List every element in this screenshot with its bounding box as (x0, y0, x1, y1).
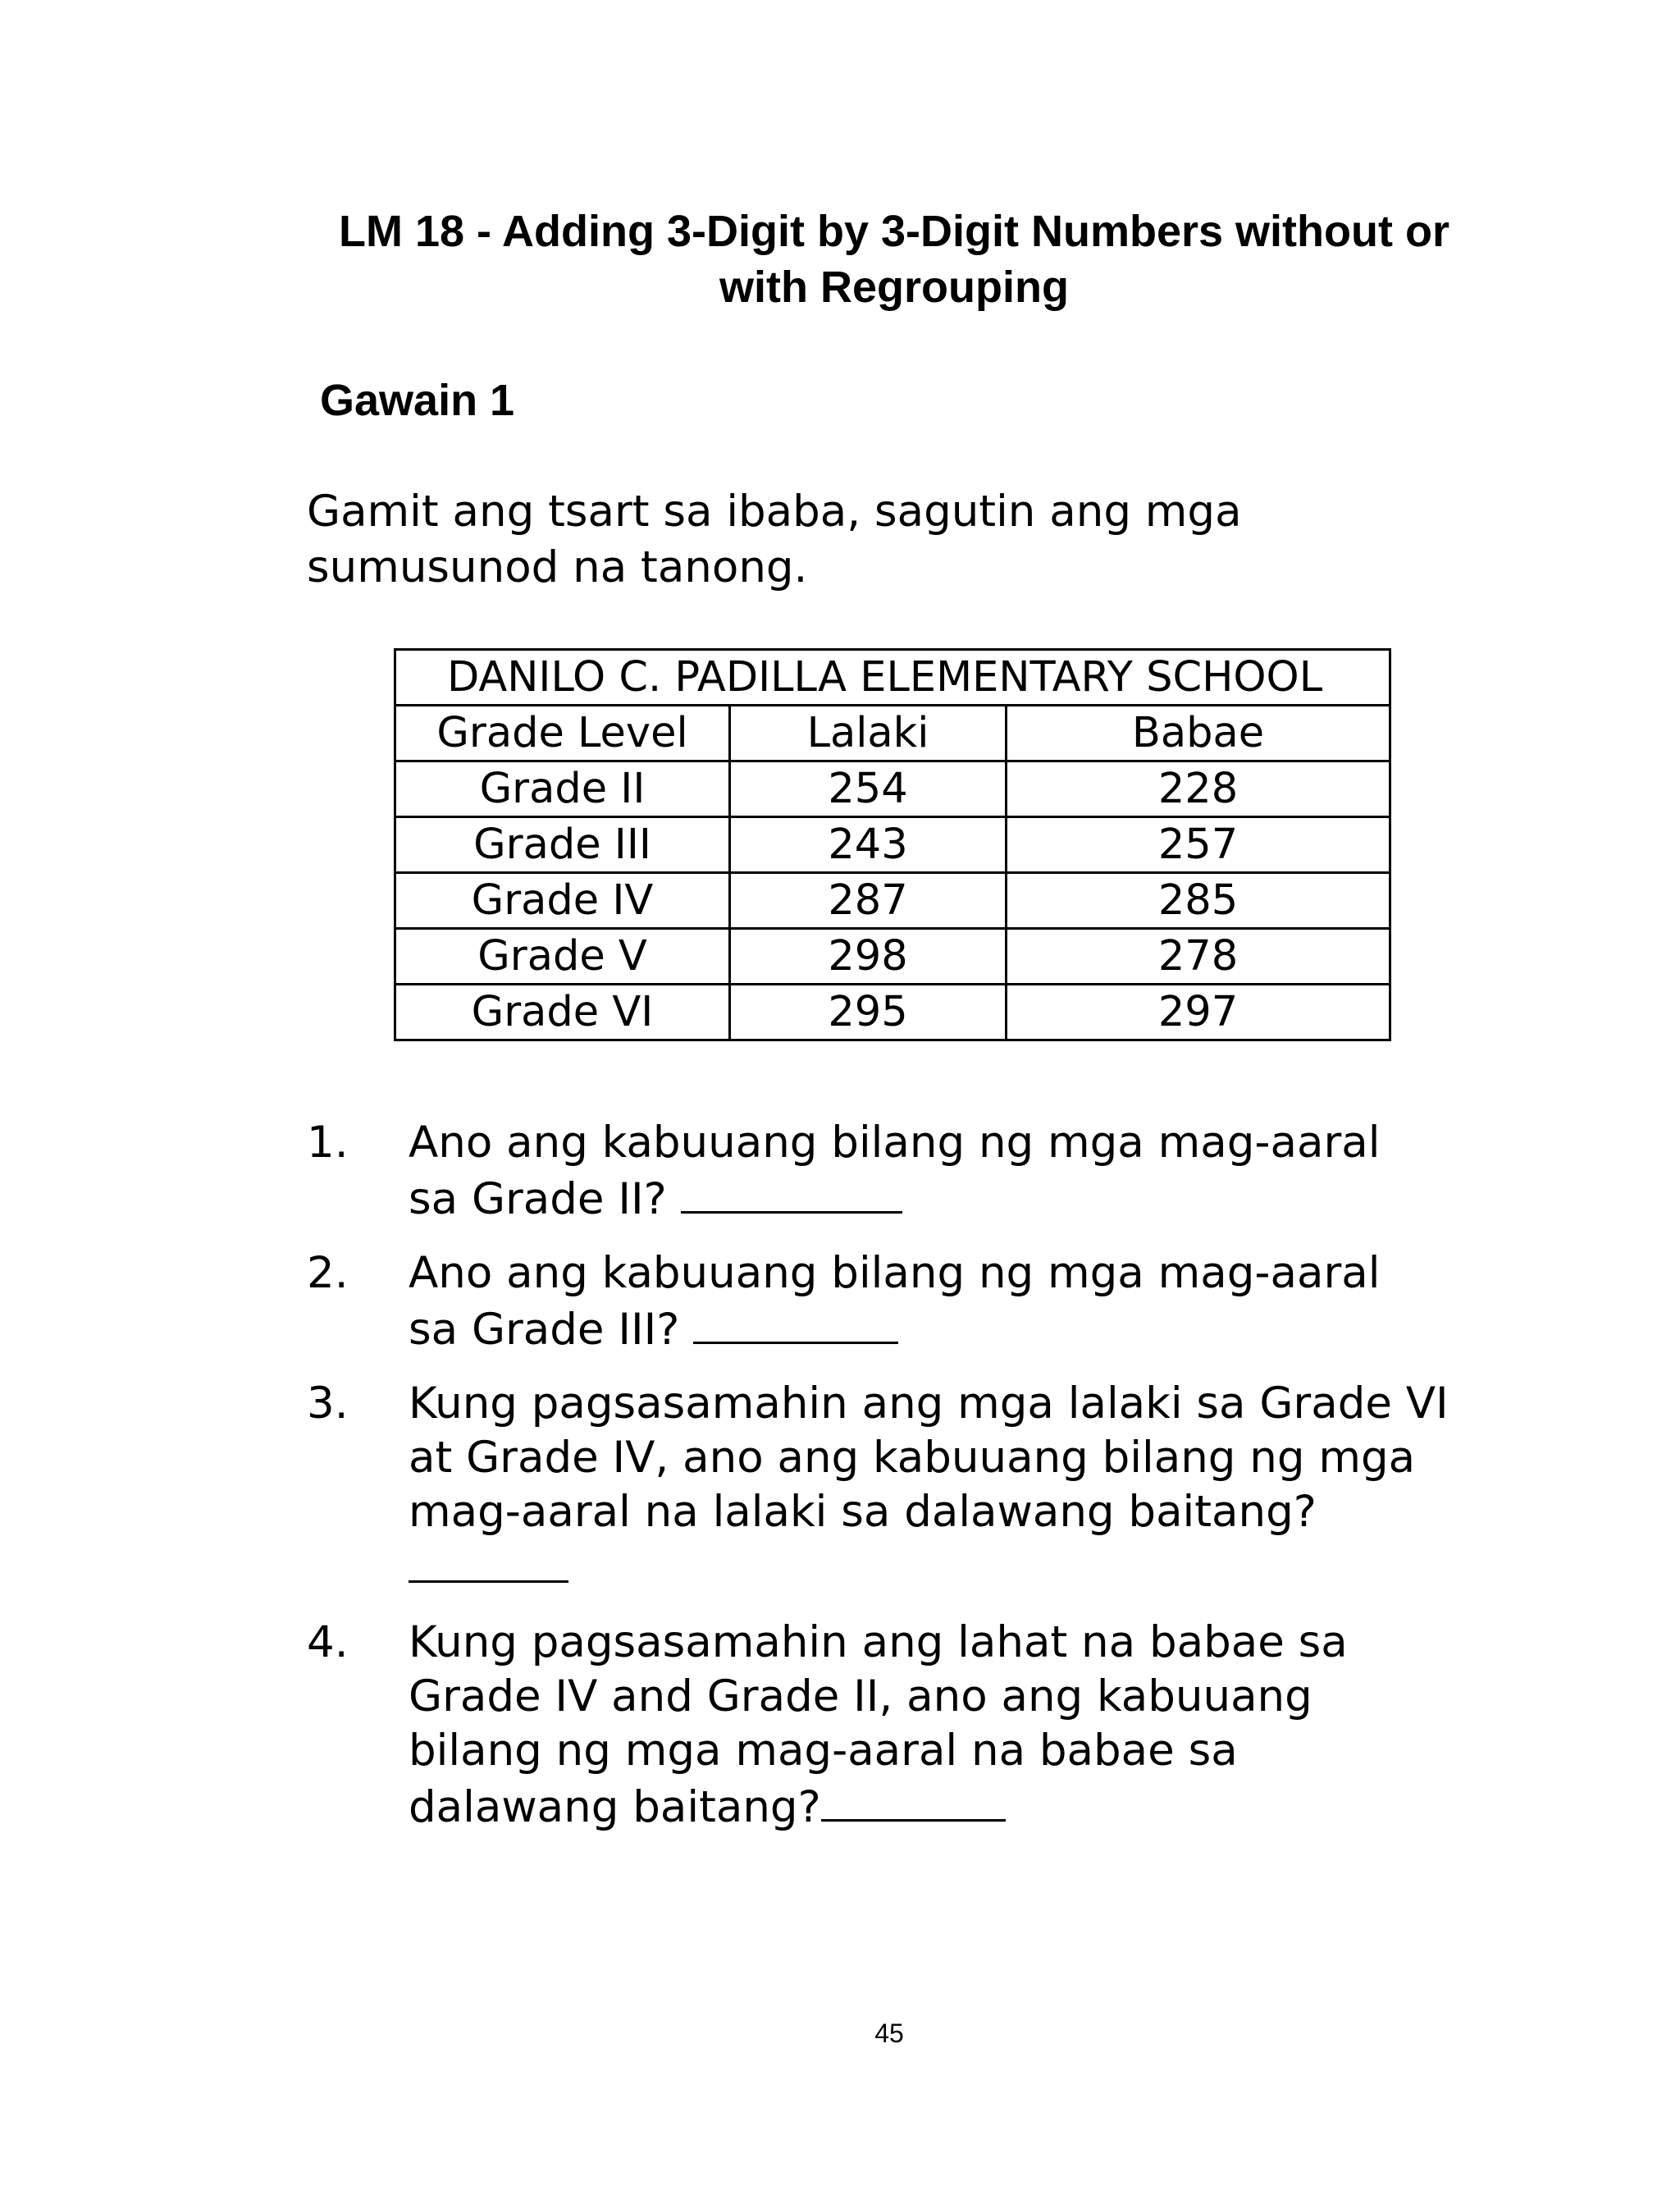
question-line: sa Grade II? (409, 1174, 681, 1224)
question-line-with-blank (409, 1301, 1496, 1357)
table-row (395, 761, 1390, 817)
question-line: sa Grade III? (409, 1305, 694, 1355)
header-babae: Babae (1007, 706, 1390, 761)
question-line: at Grade IV, ano ang kabuuang bilang ng mga (409, 1433, 1416, 1483)
instruction-line-1: Gamit ang tsart sa ibaba, sagutin ang mga (307, 487, 1242, 537)
table-row (395, 929, 1390, 985)
lalaki-cell: 298 (730, 929, 1007, 985)
babae-cell: 278 (1007, 929, 1390, 985)
answer-blank-2[interactable] (693, 1301, 898, 1344)
babae-cell: 297 (1007, 985, 1390, 1040)
page-number: 45 (874, 2019, 904, 2048)
instruction-text (307, 484, 1373, 596)
question-number: 3. (307, 1378, 349, 1429)
answer-blank-1[interactable] (681, 1170, 902, 1214)
question-line-with-blank (409, 1170, 1496, 1227)
question-number: 1. (307, 1118, 349, 1168)
question-line-with-blank (409, 1778, 1496, 1835)
table-caption-row (395, 650, 1390, 706)
babae-cell: 257 (1007, 817, 1390, 873)
page-title-line-1: LM 18 - Adding 3-Digit by 3-Digit Numbers without or (339, 207, 1449, 256)
page-title-line-2: with Regrouping (719, 263, 1069, 312)
section-heading: Gawain 1 (320, 376, 515, 425)
enrollment-table (394, 648, 1391, 1041)
school-name-cell: DANILO C. PADILLA ELEMENTARY SCHOOL (395, 650, 1390, 706)
question-number: 4. (307, 1617, 349, 1667)
lalaki-cell: 295 (730, 985, 1007, 1040)
answer-blank-3[interactable] (409, 1539, 568, 1583)
instruction-line-2: sumusunod na tanong. (307, 542, 808, 592)
table-row (395, 873, 1390, 929)
question-1 (307, 1116, 1496, 1227)
question-line: Ano ang kabuuang bilang ng mga mag-aaral (409, 1248, 1381, 1298)
lalaki-cell: 254 (730, 761, 1007, 817)
table-row (395, 985, 1390, 1040)
lalaki-cell: 287 (730, 873, 1007, 929)
table-row (395, 817, 1390, 873)
header-grade-level: Grade Level (395, 706, 730, 761)
answer-blank-4[interactable] (821, 1778, 1006, 1822)
grade-cell: Grade II (395, 761, 730, 817)
question-line: mag-aaral na lalaki sa dalawang baitang? (409, 1487, 1317, 1537)
question-3 (307, 1377, 1496, 1596)
question-line: Kung pagsasamahin ang lahat na babae sa (409, 1617, 1348, 1667)
grade-cell: Grade IV (395, 873, 730, 929)
question-line-with-blank (409, 1539, 1496, 1596)
lalaki-cell: 243 (730, 817, 1007, 873)
grade-cell: Grade VI (395, 985, 730, 1040)
grade-cell: Grade V (395, 929, 730, 985)
page-title (312, 203, 1477, 315)
header-lalaki: Lalaki (730, 706, 1007, 761)
question-line: Ano ang kabuuang bilang ng mga mag-aaral (409, 1118, 1381, 1168)
question-4 (307, 1616, 1496, 1835)
question-list (307, 1116, 1496, 1854)
question-2 (307, 1246, 1496, 1357)
babae-cell: 285 (1007, 873, 1390, 929)
babae-cell: 228 (1007, 761, 1390, 817)
question-line: dalawang baitang? (409, 1782, 821, 1832)
question-line: bilang ng mga mag-aaral na babae sa (409, 1726, 1238, 1776)
question-number: 2. (307, 1248, 349, 1298)
grade-cell: Grade III (395, 817, 730, 873)
table-header-row (395, 706, 1390, 761)
question-line: Grade IV and Grade II, ano ang kabuuang (409, 1671, 1312, 1721)
question-line: Kung pagsasamahin ang mga lalaki sa Grade VI (409, 1378, 1449, 1429)
